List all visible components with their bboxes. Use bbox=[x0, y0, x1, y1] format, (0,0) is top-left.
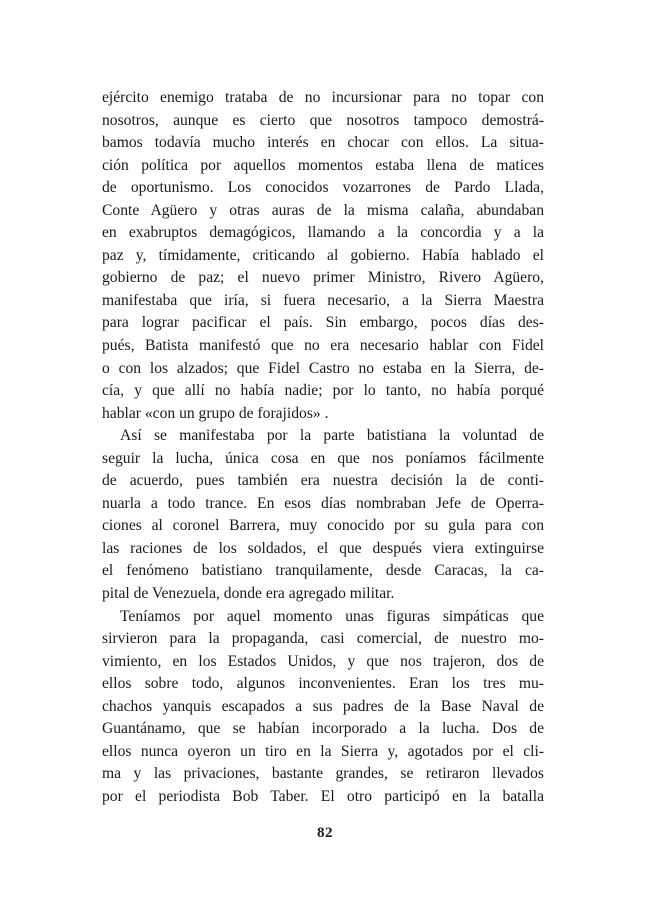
text-line: de acuerdo, pues también era nuestra decisión la de conti- bbox=[102, 472, 544, 490]
text-line: pital de Venezuela, donde era agregado militar. bbox=[102, 585, 395, 603]
text-line: en exabruptos demagógicos, llamando a la concordia y a la bbox=[102, 224, 544, 242]
text-line: para lograr pacificar el país. Sin embargo, pocos días des- bbox=[102, 314, 544, 332]
text-line: Así se manifestaba por la parte batistiana la voluntad de bbox=[120, 427, 544, 445]
text-line: ma y las privaciones, bastante grandes, se retiraron llevados bbox=[102, 765, 544, 783]
text-line: ción política por aquellos momentos estaba llena de matices bbox=[102, 156, 544, 174]
text-line: de oportunismo. Los conocidos vozarrones de Pardo Llada, bbox=[102, 179, 544, 197]
text-line: gobierno de paz; el nuevo primer Ministro, Rivero Agüero, bbox=[102, 269, 544, 287]
text-line: nuarla a todo trance. En esos días nombraban Jefe de Operra- bbox=[102, 494, 544, 512]
text-line: ellos nunca oyeron un tiro en la Sierra y, agotados por el cli- bbox=[102, 742, 544, 760]
text-line: bamos todavía mucho interés en chocar con ellos. La situa- bbox=[102, 134, 544, 152]
text-line: o con los alzados; que Fidel Castro no estaba en la Sierra, de- bbox=[102, 359, 544, 377]
text-line: ellos sobre todo, algunos inconvenientes. Eran los tres mu- bbox=[102, 675, 544, 693]
text-line: chachos yanquis escapados a sus padres de la Base Naval de bbox=[102, 697, 544, 715]
text-line: nosotros, aunque es cierto que nosotros tampoco demostrá- bbox=[102, 111, 544, 129]
text-line: hablar «con un grupo de forajidos» . bbox=[102, 404, 329, 422]
text-line: sirvieron para la propaganda, casi comercial, de nuestro mo- bbox=[102, 630, 544, 648]
text-line: pués, Batista manifestó que no era necesario hablar con Fidel bbox=[102, 337, 544, 355]
text-line: el fenómeno batistiano tranquilamente, desde Caracas, la ca- bbox=[102, 562, 544, 580]
paragraph-2 bbox=[102, 425, 544, 605]
text-line: manifestaba que iría, si fuera necesario, a la Sierra Maestra bbox=[102, 291, 544, 309]
text-line: Guantánamo, que se habían incorporado a la lucha. Dos de bbox=[102, 720, 544, 738]
text-line: seguir la lucha, única cosa en que nos poníamos fácilmente bbox=[102, 449, 544, 467]
text-line: cía, y que allí no había nadie; por lo tanto, no había porqué bbox=[102, 382, 544, 400]
text-line: paz y, tímidamente, criticando al gobierno. Había hablado el bbox=[102, 246, 544, 264]
text-line: ejército enemigo trataba de no incursionar para no topar con bbox=[102, 89, 544, 106]
text-line: ciones al coronel Barrera, muy conocido por su gula para con bbox=[102, 517, 544, 535]
paragraph-3 bbox=[102, 606, 544, 809]
text-line: Conte Agüero y otras auras de la misma calaña, abundaban bbox=[102, 201, 544, 219]
text-line: por el periodista Bob Taber. El otro participó en la batalla bbox=[102, 787, 544, 805]
text-line: las raciones de los soldados, el que después viera extinguirse bbox=[102, 539, 544, 557]
page-number: 82 bbox=[317, 825, 333, 841]
paragraph-1 bbox=[102, 87, 544, 425]
body-text bbox=[102, 87, 544, 809]
text-line: Teníamos por aquel momento unas figuras simpáticas que bbox=[120, 607, 544, 625]
text-line: vimiento, en los Estados Unidos, y que nos trajeron, dos de bbox=[102, 652, 544, 670]
